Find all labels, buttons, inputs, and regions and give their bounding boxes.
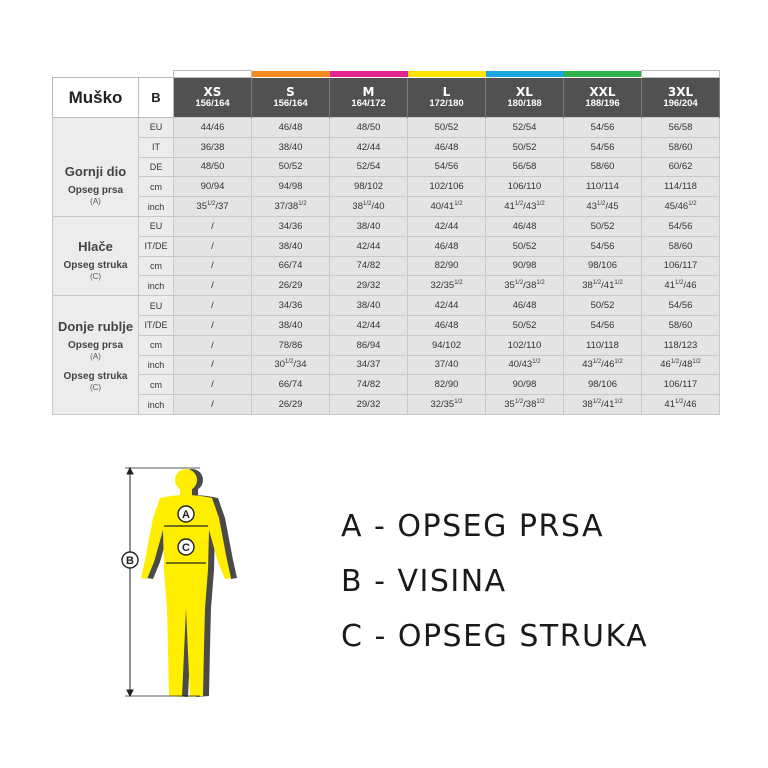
size-value-cell: 90/94 (174, 177, 252, 197)
size-value-cell: $46^{1/2}/48^{1/2}$ (642, 355, 720, 375)
size-value-cell: 34/36 (252, 296, 330, 316)
size-value-cell: $35^{1/2}/38^{1/2}$ (486, 395, 564, 415)
size-chart-table (52, 70, 720, 415)
size-value-cell: 38/40 (252, 236, 330, 256)
size-color-bar (408, 71, 486, 78)
size-value-cell: $45/46^{1/2}$ (642, 197, 720, 217)
size-value-cell: 58/60 (642, 315, 720, 335)
size-value-cell: $41^{1/2}/46$ (642, 276, 720, 296)
size-value-cell: $43^{1/2}/45$ (564, 197, 642, 217)
size-value-cell: 37/40 (408, 355, 486, 375)
size-label: XS (203, 84, 222, 99)
size-value-cell: 94/98 (252, 177, 330, 197)
size-value-cell: 106/117 (642, 375, 720, 395)
size-value-cell: 98/106 (564, 256, 642, 276)
size-value-cell: 98/102 (330, 177, 408, 197)
size-value-cell: 29/32 (330, 395, 408, 415)
marker-b (122, 552, 138, 568)
strip-spacer (53, 71, 139, 78)
size-value-cell: 46/48 (408, 236, 486, 256)
size-value-cell: 26/29 (252, 276, 330, 296)
size-value-cell: 82/90 (408, 256, 486, 276)
table-row (53, 118, 720, 138)
size-value-cell: 34/37 (330, 355, 408, 375)
size-value-cell: 60/62 (642, 157, 720, 177)
table-row (53, 335, 720, 355)
size-value-cell: 42/44 (408, 216, 486, 236)
size-value-cell: 54/56 (642, 296, 720, 316)
size-value-cell: 90/98 (486, 375, 564, 395)
size-label: L (442, 84, 451, 99)
size-value-cell: 54/56 (564, 118, 642, 138)
size-value-cell: 38/40 (252, 315, 330, 335)
size-value-cell: 44/46 (174, 118, 252, 138)
size-height-range: 196/204 (663, 98, 698, 110)
size-column-header (564, 78, 642, 118)
size-value-cell: 42/44 (330, 236, 408, 256)
size-value-cell: 56/58 (486, 157, 564, 177)
size-value-cell: 50/52 (252, 157, 330, 177)
section-measure-letter: (A) (90, 196, 101, 206)
table-row (53, 375, 720, 395)
size-value-cell: 54/56 (408, 157, 486, 177)
unit-cell: EU (139, 216, 174, 236)
size-label: XXL (589, 84, 616, 99)
size-value-cell: 102/106 (408, 177, 486, 197)
section-label-cell (53, 118, 139, 217)
size-value-cell: 34/36 (252, 216, 330, 236)
size-value-cell: / (174, 375, 252, 395)
marker-c (178, 539, 194, 555)
section-measure-letter: (C) (89, 382, 102, 392)
size-value-cell: 82/90 (408, 375, 486, 395)
size-height-range: 164/172 (351, 98, 386, 110)
size-value-cell: $41^{1/2}/43^{1/2}$ (486, 197, 564, 217)
size-value-cell: 38/40 (252, 137, 330, 157)
size-value-cell: 54/56 (564, 137, 642, 157)
size-value-cell: 74/82 (330, 256, 408, 276)
size-value-cell: / (174, 276, 252, 296)
section-label-cell (53, 296, 139, 415)
size-value-cell: $41^{1/2}/46$ (642, 395, 720, 415)
size-color-bar (642, 71, 720, 78)
size-label: S (286, 84, 295, 99)
size-value-cell: 66/74 (252, 256, 330, 276)
size-value-cell: 98/106 (564, 375, 642, 395)
size-value-cell: $40/41^{1/2}$ (408, 197, 486, 217)
size-value-cell: 42/44 (330, 137, 408, 157)
size-value-cell: 94/102 (408, 335, 486, 355)
size-value-cell: 46/48 (486, 296, 564, 316)
table-row (53, 197, 720, 217)
table-row (53, 137, 720, 157)
legend-item-height: B - VISINA (341, 564, 507, 599)
size-height-range: 156/164 (195, 98, 230, 110)
size-value-cell: 38/40 (330, 296, 408, 316)
size-color-bar (330, 71, 408, 78)
size-value-cell: $32/35^{1/2}$ (408, 276, 486, 296)
unit-cell: IT (139, 137, 174, 157)
size-value-cell: 106/110 (486, 177, 564, 197)
size-column-header (330, 78, 408, 118)
size-value-cell: 106/117 (642, 256, 720, 276)
size-value-cell: $32/35^{1/2}$ (408, 395, 486, 415)
size-value-cell: $30^{1/2}/34$ (252, 355, 330, 375)
size-value-cell: 118/123 (642, 335, 720, 355)
unit-cell: inch (139, 395, 174, 415)
size-value-cell: $38^{1/2}/41^{1/2}$ (564, 395, 642, 415)
section-measure-letter: (C) (89, 272, 102, 282)
measurement-legend (341, 505, 648, 670)
marker-a-label: A (182, 509, 190, 521)
size-label: M (362, 84, 375, 99)
size-value-cell: 52/54 (486, 118, 564, 138)
size-header-row (53, 78, 720, 118)
size-value-cell: $43^{1/2}/46^{1/2}$ (564, 355, 642, 375)
section-measure-name: Opseg prsa (67, 339, 124, 351)
size-value-cell: 46/48 (486, 216, 564, 236)
height-column-label: B (139, 78, 174, 118)
size-value-cell: 54/56 (564, 236, 642, 256)
size-value-cell: / (174, 296, 252, 316)
unit-cell: cm (139, 256, 174, 276)
size-value-cell: 46/48 (408, 137, 486, 157)
section-label-cell (53, 216, 139, 295)
size-value-cell: $38^{1/2}/41^{1/2}$ (564, 276, 642, 296)
unit-cell: inch (139, 197, 174, 217)
size-value-cell: 110/114 (564, 177, 642, 197)
size-label: XL (516, 84, 533, 99)
size-height-range: 180/188 (507, 98, 542, 110)
size-column-header (642, 78, 720, 118)
size-value-cell: 38/40 (330, 216, 408, 236)
table-row (53, 236, 720, 256)
size-value-cell: 48/50 (174, 157, 252, 177)
size-value-cell: 42/44 (408, 296, 486, 316)
size-height-range: 172/180 (429, 98, 464, 110)
table-row (53, 395, 720, 415)
size-value-cell: 102/110 (486, 335, 564, 355)
size-value-cell: 50/52 (564, 216, 642, 236)
size-value-cell: / (174, 216, 252, 236)
unit-cell: IT/DE (139, 315, 174, 335)
size-column-header (252, 78, 330, 118)
table-row (53, 296, 720, 316)
size-value-cell: 52/54 (330, 157, 408, 177)
section-measure-name: Opseg struka (63, 370, 128, 382)
unit-cell: inch (139, 276, 174, 296)
size-value-cell: 48/50 (330, 118, 408, 138)
marker-a (178, 506, 194, 522)
size-value-cell: 58/60 (642, 137, 720, 157)
marker-b-label: B (126, 555, 134, 567)
table-row (53, 355, 720, 375)
size-value-cell: 50/52 (486, 236, 564, 256)
unit-cell: EU (139, 118, 174, 138)
size-value-cell: $35^{1/2}/37$ (174, 197, 252, 217)
unit-cell: cm (139, 335, 174, 355)
size-label: 3XL (667, 84, 694, 99)
size-value-cell: 46/48 (408, 315, 486, 335)
section-measure-name: Opseg prsa (67, 184, 124, 196)
size-color-strip (53, 71, 720, 78)
size-value-cell: 114/118 (642, 177, 720, 197)
size-value-cell: 86/94 (330, 335, 408, 355)
section-title: Gornji dio (64, 163, 127, 179)
size-color-bar (174, 71, 252, 78)
size-color-bar (252, 71, 330, 78)
table-row (53, 177, 720, 197)
table-row (53, 256, 720, 276)
table-title: Muško (53, 78, 139, 118)
size-value-cell: 50/52 (564, 296, 642, 316)
section-title: Hlače (78, 239, 113, 255)
legend-item-chest: A - OPSEG PRSA (341, 509, 604, 544)
size-height-range: 188/196 (585, 98, 620, 110)
table-row (53, 276, 720, 296)
size-value-cell: $37/38^{1/2}$ (252, 197, 330, 217)
size-value-cell: / (174, 315, 252, 335)
unit-cell: cm (139, 177, 174, 197)
section-title: Donje rublje (57, 318, 134, 334)
size-value-cell: 56/58 (642, 118, 720, 138)
unit-cell: IT/DE (139, 236, 174, 256)
size-value-cell: 66/74 (252, 375, 330, 395)
size-value-cell: 58/60 (564, 157, 642, 177)
table-row (53, 216, 720, 236)
size-value-cell: / (174, 355, 252, 375)
size-color-bar (486, 71, 564, 78)
table-row (53, 315, 720, 335)
legend-item-waist: C - OPSEG STRUKA (341, 619, 649, 654)
size-value-cell: / (174, 335, 252, 355)
size-value-cell: / (174, 236, 252, 256)
size-value-cell: 74/82 (330, 375, 408, 395)
size-value-cell: 58/60 (642, 236, 720, 256)
size-height-range: 156/164 (273, 98, 308, 110)
unit-cell: DE (139, 157, 174, 177)
size-column-header (174, 78, 252, 118)
size-value-cell: / (174, 395, 252, 415)
size-value-cell: 78/86 (252, 335, 330, 355)
unit-cell: inch (139, 355, 174, 375)
size-value-cell: 54/56 (564, 315, 642, 335)
size-value-cell: $35^{1/2}/38^{1/2}$ (486, 276, 564, 296)
body-measurement-figure (110, 458, 260, 703)
section-measure-letter: (A) (90, 351, 101, 361)
size-value-cell: 54/56 (642, 216, 720, 236)
size-value-cell: / (174, 256, 252, 276)
size-value-cell: 50/52 (408, 118, 486, 138)
unit-cell: cm (139, 375, 174, 395)
size-value-cell: 26/29 (252, 395, 330, 415)
marker-c-label: C (182, 542, 190, 554)
size-value-cell: 29/32 (330, 276, 408, 296)
size-value-cell: 46/48 (252, 118, 330, 138)
table-row (53, 157, 720, 177)
section-measure-name: Opseg struka (63, 260, 128, 272)
size-value-cell: $40/43^{1/2}$ (486, 355, 564, 375)
size-value-cell: 42/44 (330, 315, 408, 335)
size-value-cell: 50/52 (486, 315, 564, 335)
size-value-cell: 36/38 (174, 137, 252, 157)
size-color-bar (564, 71, 642, 78)
size-column-header (408, 78, 486, 118)
size-value-cell: 90/98 (486, 256, 564, 276)
strip-spacer (139, 71, 174, 78)
size-value-cell: 110/118 (564, 335, 642, 355)
size-value-cell: $38^{1/2}/40$ (330, 197, 408, 217)
size-column-header (486, 78, 564, 118)
unit-cell: EU (139, 296, 174, 316)
size-value-cell: 50/52 (486, 137, 564, 157)
